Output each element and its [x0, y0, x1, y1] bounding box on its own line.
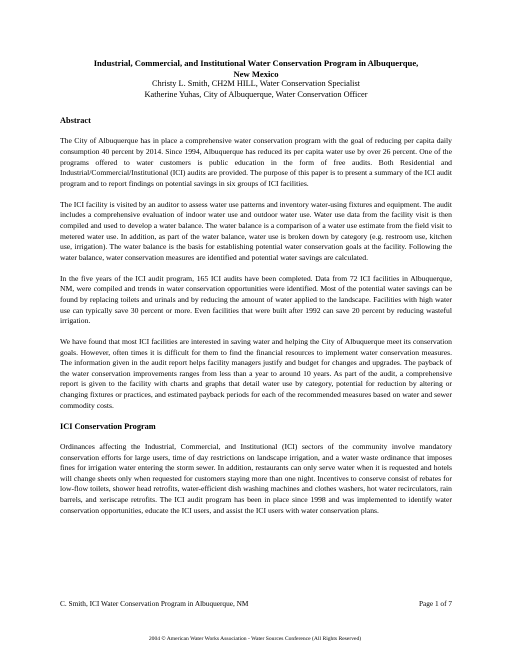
- abstract-paragraph-4: We have found that most ICI facilities are interested in saving water and helping the City of Albuquerque meet its conservation goals. However, often times it is difficult for them to find the financial resources to implement water conservation measures. The information given in the audit report helps facility managers justify and budget for changes and upgrades. The payback of the water conservation improvements ranges from less than a year to around 10 years. As part of the audit, a comprehensive report is given to the facility with charts and graphs that detail water use by category, potential for reduction by altering or changing fixtures or practices, and estimated payback periods for each of the recommended measures based on water and sewer commodity costs.: [60, 337, 452, 410]
- program-heading: ICI Conservation Program: [60, 421, 156, 431]
- paper-title-line-1: Industrial, Commercial, and Institutional Water Conservation Program in Albuquerque,: [93, 58, 419, 68]
- paper-title-line-2: New Mexico: [233, 68, 279, 79]
- abstract-paragraph-3: In the five years of the ICI audit program, 165 ICI audits have been completed. Data from 72 ICI facilities in Albuquerque, NM, were compiled and trends in water conservation opportunities were identified. Most of the potential water savings can be found by replacing toilets and urinals and by reducing the amount of water applied to the landscape. Facilities with high water use can typically save 30 percent or more. Even facilities that were built after 1992 can save 20 percent by reducing wasteful irrigation.: [60, 273, 452, 326]
- page-number: Page 1 of 7: [418, 599, 452, 608]
- abstract-heading: Abstract: [60, 116, 91, 125]
- abstract-paragraph-1: The City of Albuquerque has in place a comprehensive water conservation program with the goal of reducing per capita daily consumption 40 percent by 2014. Since 1994, Albuquerque has reduced its per capita water use by over 26 percent. One of the programs offered to water customers is public education in the form of free audits. Both Residential and Industrial/Commercial/Institutional (ICI) audits are provided. The purpose of this paper is to present a summary of the ICI audit program and to report findings on potential savings in six groups of ICI facilities.: [60, 136, 452, 188]
- program-paragraph: Ordinances affecting the Industrial, Commercial, and Institutional (ICI) sectors of the community involve mandatory conservation efforts for large users, time of day restrictions on landscape irrigation, and a water waste ordinance that imposes fines for irrigation water entering the storm sewer. In addition, restaurants can only serve water when it is requested and hotels will change sheets only when requested for customers staying more than one night. Incentives to conserve consist of rebates for low-flow toilets, shower head retrofits, water-efficient dish washing machines and clothes washers, hot water recirculators, rain barrels, and xeriscape retrofits. The ICI audit program has been in place since 1998 and was implemented to identify water conservation opportunities, educate the ICI users, and assist the ICI users with water conservation plans.: [60, 442, 452, 515]
- copyright-notice: 2004 © American Water Works Association - Water Sources Conference (All Rights Reserved): [148, 636, 362, 642]
- abstract-paragraph-2: The ICI facility is visited by an auditor to assess water use patterns and inventory water-using fixtures and equipment. The audit includes a comprehensive evaluation of indoor water use and outdoor water use. Water use data from the facility visit is then compiled and used to develop a water balance. The water balance is a comparison of a water use estimate from the field visit to metered water use. In addition, as part of the water balance, water use is broken down by category (e.g. restroom use, kitchen use, irrigation). The water balance is the basis for establishing potential water conservation goals at the facility. Following the water balance, water conservation measures are identified and potential water savings are calculated.: [60, 199, 452, 262]
- author-2: Katherine Yuhas, City of Albuquerque, Water Conservation Officer: [144, 89, 368, 99]
- page-footer: [60, 599, 452, 608]
- author-1: Christy L. Smith, CH2M HILL, Water Conservation Specialist: [152, 79, 360, 89]
- page-content: [60, 58, 452, 516]
- footer-citation: C. Smith, ICI Water Conservation Program in Albuquerque, NM: [60, 599, 249, 608]
